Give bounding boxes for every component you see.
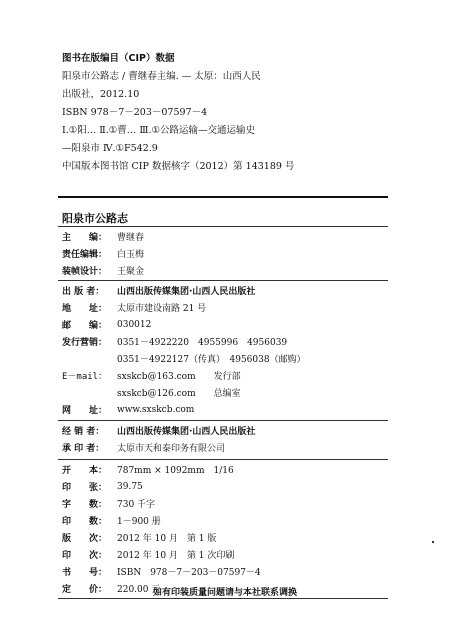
- address-row: [62, 299, 392, 316]
- scan-speck: [432, 541, 434, 543]
- website-value: www.sxskcb.com: [117, 404, 195, 415]
- printer-value: 太原市天和泰印务有限公司: [117, 444, 226, 454]
- printer-label: 承 印 者：: [62, 444, 105, 454]
- divider-rule: [58, 459, 388, 460]
- spec-value: 2012 年 10 月 第 1 次印刷: [117, 551, 235, 561]
- email-label: E－mail：: [62, 372, 108, 382]
- spec-row-sheets: [62, 478, 392, 495]
- sales-phones: 0351－4922220 4955996 4956039: [117, 338, 288, 348]
- credit-row-editor: [62, 228, 392, 245]
- postcode-row: [62, 316, 392, 333]
- spec-label: 书 号：: [62, 568, 108, 578]
- publisher-value: 山西出版传媒集团·山西人民出版社: [117, 287, 256, 297]
- spec-row-words: [62, 495, 392, 512]
- email-value: sxskcb@163.com 发行部: [117, 372, 241, 382]
- credit-value: 王聚金: [117, 267, 145, 277]
- spec-row-format: [62, 461, 392, 478]
- sales-label: 发行营销：: [62, 338, 108, 348]
- spec-label: 印 数：: [62, 517, 108, 527]
- spec-label: 开 本：: [62, 466, 108, 476]
- publisher-section: [62, 282, 392, 418]
- website-row: [62, 401, 392, 418]
- credit-row-responsible-editor: [62, 245, 392, 262]
- cip-line: 出版社，2012.10: [62, 89, 140, 100]
- book-title: 阳泉市公路志: [62, 212, 128, 225]
- email-value-2: sxskcb@126.com 总编室: [117, 389, 241, 399]
- spec-value: 220.00 元: [117, 585, 161, 595]
- divider-rule: [58, 420, 388, 421]
- distributor-label: 经 销 者：: [62, 427, 105, 437]
- postcode-value: 030012: [117, 319, 152, 330]
- distributor-value: 山西出版传媒集团·山西人民出版社: [117, 427, 256, 437]
- credit-value: 曹继春: [117, 233, 145, 243]
- spec-label: 印 张：: [62, 483, 108, 493]
- cip-line: Ⅰ.①阳… Ⅱ.①曹… Ⅲ.①公路运输—交通运输史: [62, 125, 256, 136]
- divider-rule: [58, 196, 388, 198]
- email-row: [62, 367, 392, 384]
- sales-row-2: [62, 350, 392, 367]
- divider-rule: [58, 226, 388, 227]
- spec-row-copies: [62, 512, 392, 529]
- spec-row-edition: [62, 529, 392, 546]
- website-label: 网 址：: [62, 406, 108, 416]
- credit-row-designer: [62, 262, 392, 279]
- spec-row-printing: [62, 546, 392, 563]
- spec-label: 印 次：: [62, 551, 108, 561]
- distributor-row: [62, 422, 392, 439]
- spec-label: 定 价：: [62, 585, 108, 595]
- divider-rule: [58, 598, 388, 599]
- specs-section: [62, 461, 392, 597]
- sales-fax: 0351－4922127（传真） 4956038（邮购）: [117, 355, 306, 365]
- spec-label: 版 次：: [62, 534, 108, 544]
- sales-row: [62, 333, 392, 350]
- postcode-label: 邮 编：: [62, 321, 108, 331]
- spec-row-isbn: [62, 563, 392, 580]
- divider-rule: [58, 280, 388, 281]
- cip-line: 中国版本图书馆 CIP 数据核字（2012）第 143189 号: [62, 161, 295, 172]
- cip-line: 阳泉市公路志 / 曹继春主编. — 太原：山西人民: [62, 71, 261, 82]
- spec-value: 787mm × 1092mm 1/16: [117, 466, 234, 476]
- spec-value: 1－900 册: [117, 517, 161, 527]
- printer-row: [62, 439, 392, 456]
- spec-value: 39.75: [117, 481, 143, 492]
- address-label: 地 址：: [62, 304, 108, 314]
- cip-block: [62, 50, 382, 176]
- quality-notice: 如有印装质量问题请与本社联系调换: [152, 588, 297, 598]
- credit-value: 白玉梅: [117, 250, 145, 260]
- credit-label: 责任编辑：: [62, 250, 108, 260]
- credits-section: [62, 228, 392, 279]
- publisher-row: [62, 282, 392, 299]
- cip-line: ISBN 978－7－203－07597－4: [62, 107, 208, 118]
- credit-label: 主 编：: [62, 233, 108, 243]
- spec-label: 字 数：: [62, 500, 108, 510]
- distribution-section: [62, 422, 392, 456]
- spec-value: 2012 年 10 月 第 1 版: [117, 534, 217, 544]
- spec-value: ISBN 978－7－203－07597－4: [117, 568, 261, 578]
- cip-heading: 图书在版编目（CIP）数据: [62, 53, 175, 64]
- spec-value: 730 千字: [117, 500, 156, 510]
- credit-label: 装帧设计：: [62, 267, 108, 277]
- cip-line: —阳泉市 Ⅳ.①F542.9: [62, 143, 158, 154]
- publisher-label: 出 版 者：: [62, 287, 105, 297]
- address-value: 太原市建设南路 21 号: [117, 304, 207, 314]
- email-row-2: [62, 384, 392, 401]
